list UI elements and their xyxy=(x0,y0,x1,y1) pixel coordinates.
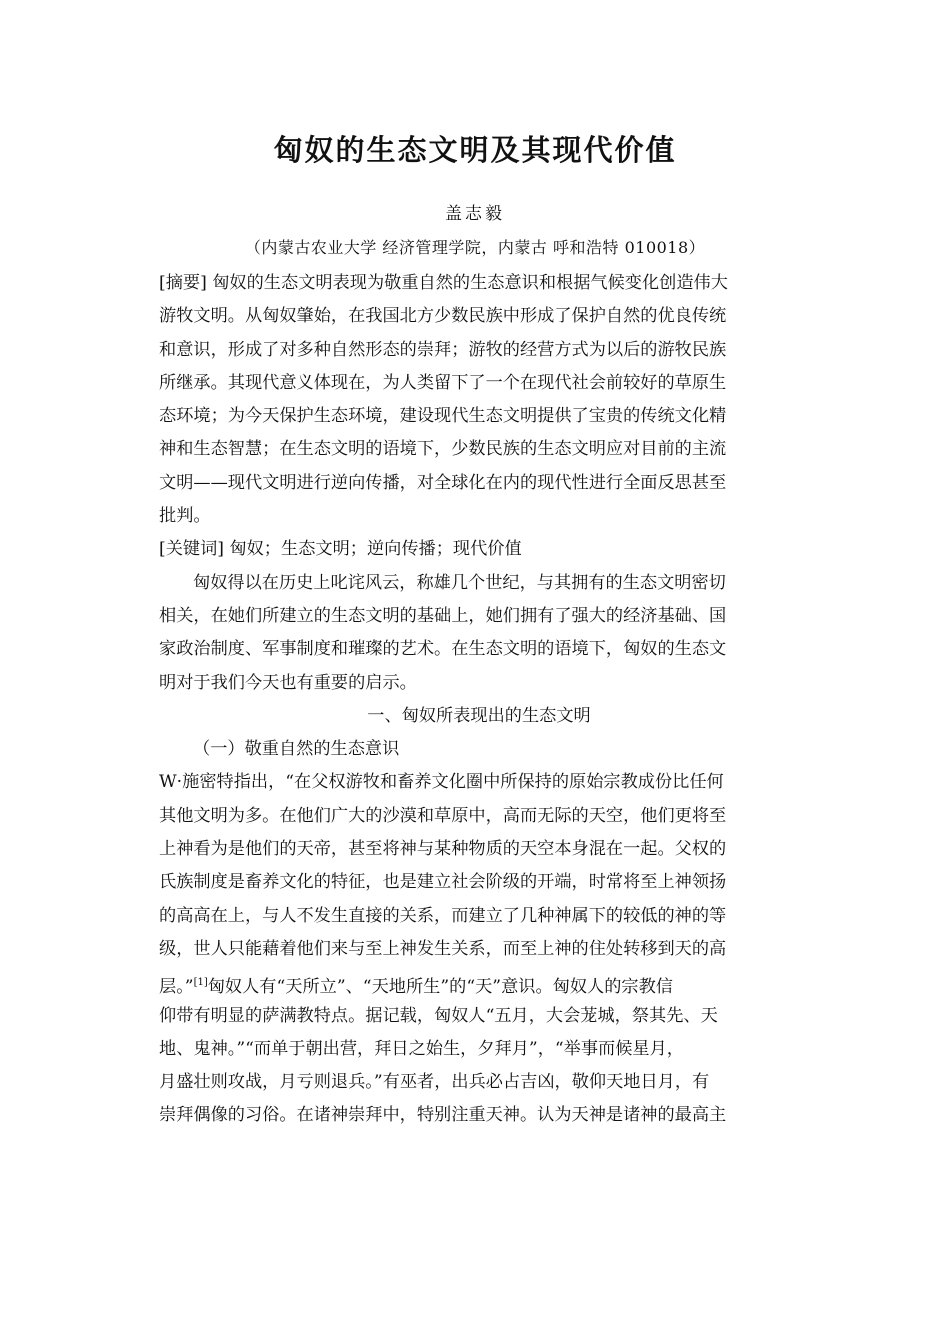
paragraph-line: 仰带有明显的萨满教特点。据记载，匈奴人“五月，大会茏城，祭其先、天 xyxy=(159,1005,718,1026)
abstract-line: 批判。 xyxy=(159,506,211,527)
paragraph-line: 相关，在她们所建立的生态文明的基础上，她们拥有了强大的经济基础、国 xyxy=(159,605,727,626)
paragraph-line: 级，世人只能藉着他们来与至上神发生关系，而至上神的住处转移到天的高 xyxy=(159,938,727,959)
paragraph-line: W·施密特指出，“在父权游牧和畜养文化圈中所保持的原始宗教成份比任何 xyxy=(159,772,724,793)
abstract-line: 游牧文明。从匈奴肇始，在我国北方少数民族中形成了保护自然的优良传统 xyxy=(159,306,727,327)
citation-ref[interactable]: [1] xyxy=(193,977,208,989)
author-name: 盖志毅 xyxy=(445,204,505,224)
quote-end: 层。” xyxy=(159,977,194,998)
paragraph-line: 上神看为是他们的天帝，甚至将神与某种物质的天空本身混在一起。父权的 xyxy=(159,839,727,860)
abstract-line: 神和生态智慧；在生态文明的语境下，少数民族的生态文明应对目前的主流 xyxy=(159,439,727,460)
article-body xyxy=(159,267,799,1133)
paragraph-line: 的高高在上，与人不发生直接的关系，而建立了几种神属下的较低的神的等 xyxy=(159,905,727,926)
paragraph-line xyxy=(159,966,799,999)
abstract-line: 态环境；为今天保护生态环境，建设现代生态文明提供了宝贵的传统文化精 xyxy=(159,406,727,427)
paragraph-line: 崇拜偶像的习俗。在诸神崇拜中，特别注重天神。认为天神是诸神的最高主 xyxy=(159,1105,727,1126)
intro-paragraph xyxy=(159,567,799,600)
paragraph-line: 地、鬼神。”“而单于朝出营，拜日之始生，夕拜月”，“举事而候星月， xyxy=(159,1038,684,1059)
paragraph-line: 明对于我们今天也有重要的启示。 xyxy=(159,672,417,693)
paragraph-line: 氏族制度是畜养文化的特征，也是建立社会阶级的开端，时常将至上神领扬 xyxy=(159,872,727,893)
author-affiliation: （内蒙古农业大学 经济管理学院，内蒙古 呼和浩特 010018） xyxy=(244,238,706,257)
paragraph-line: 匈奴得以在历史上叱诧风云，称雄几个世纪，与其拥有的生态文明密切 xyxy=(193,572,726,593)
abstract-line: 所继承。其现代意义体现在，为人类留下了一个在现代社会前较好的草原生 xyxy=(159,372,727,393)
paragraph-line: 月盛壮则攻战，月亏则退兵。”有巫者，出兵必占吉凶，敬仰天地日月，有 xyxy=(159,1072,710,1093)
paragraph-line: 其他文明为多。在他们广大的沙漠和草原中，高而无际的天空，他们更将至 xyxy=(159,805,727,826)
abstract-line: [摘要] 匈奴的生态文明表现为敬重自然的生态意识和根据气候变化创造伟大 xyxy=(159,273,728,293)
keywords: [关键词] 匈奴；生态文明；逆向传播；现代价值 xyxy=(159,539,522,560)
paragraph-line: 家政治制度、军事制度和璀璨的艺术。在生态文明的语境下，匈奴的生态文 xyxy=(159,639,727,660)
page-title: 匈奴的生态文明及其现代价值 xyxy=(273,133,677,167)
abstract-line: 和意识，形成了对多种自然形态的崇拜；游牧的经营方式为以后的游牧民族 xyxy=(159,339,727,360)
text-run: 匈奴人有“天所立”、“天地所生”的“天”意识。匈奴人的宗教信 xyxy=(207,977,673,998)
section-heading: 一、匈奴所表现出的生态文明 xyxy=(367,705,591,726)
abstract xyxy=(159,267,799,533)
subsection-heading: （一）敬重自然的生态意识 xyxy=(193,739,400,760)
abstract-line: 文明——现代文明进行逆向传播，对全球化在内的现代性进行全面反思甚至 xyxy=(159,472,727,493)
